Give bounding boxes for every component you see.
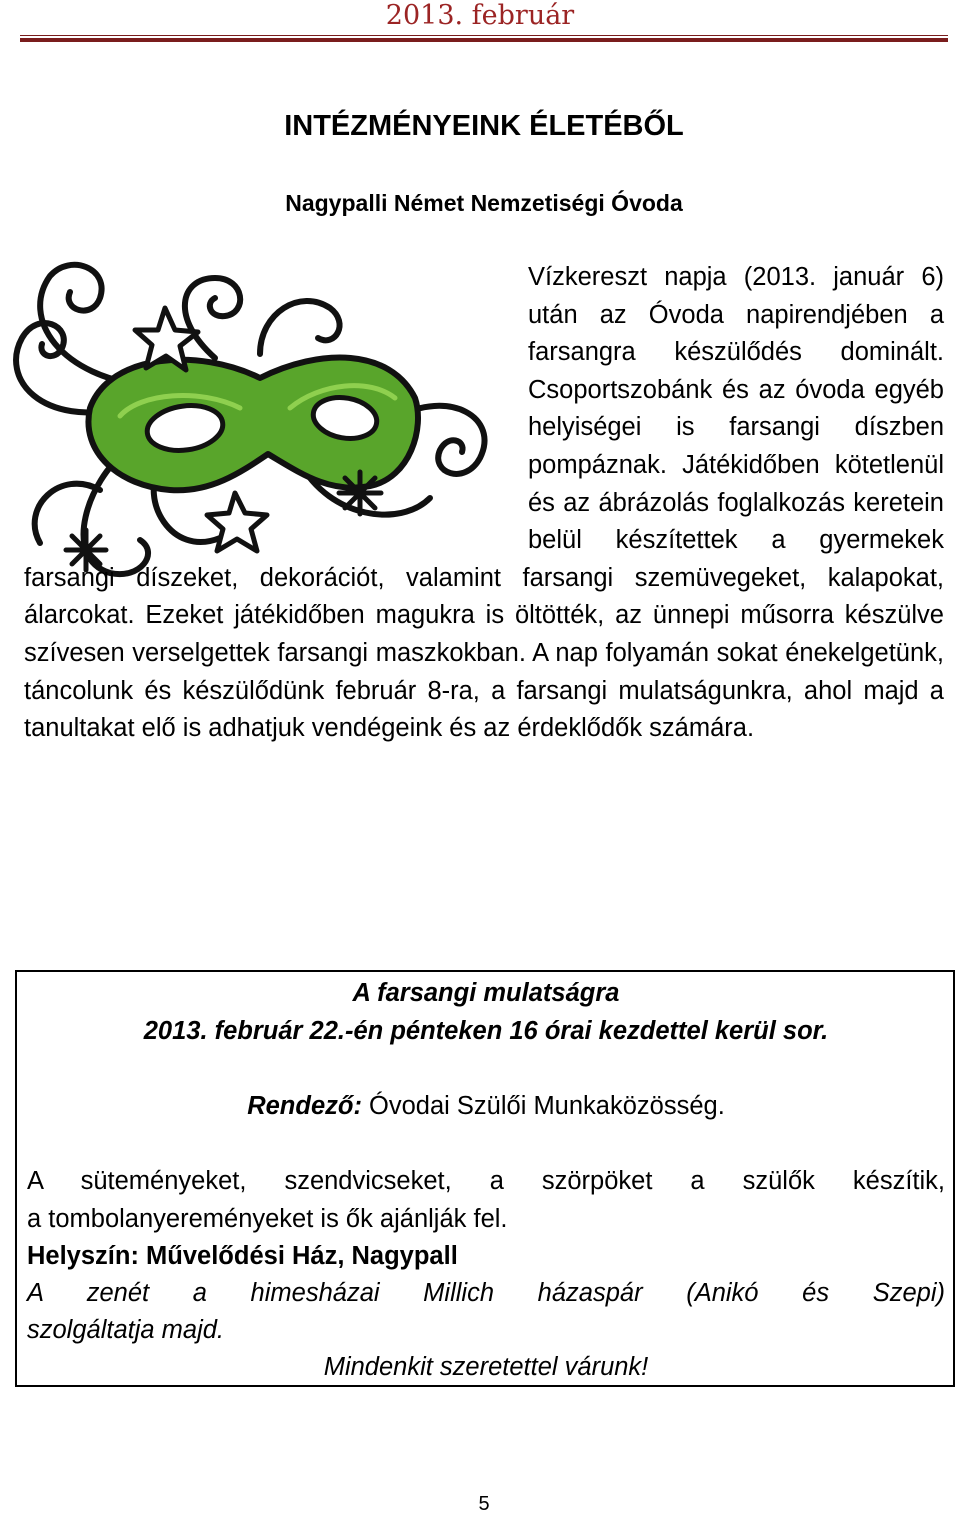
article-body bbox=[24, 259, 944, 748]
institution-subtitle: Nagypalli Német Nemzetiségi Óvoda bbox=[285, 190, 683, 216]
food-info-line-2: a tombolanyereményeket is ők ajánlják fel. bbox=[27, 1205, 508, 1233]
header-rule-thick bbox=[20, 38, 948, 42]
running-header: 2013. február bbox=[385, 0, 575, 31]
event-location: Helyszín: Művelődési Ház, Nagypall bbox=[27, 1242, 458, 1270]
section-title: INTÉZMÉNYEINK ÉLETÉBŐL bbox=[284, 110, 684, 142]
header-rule bbox=[20, 35, 948, 36]
event-announcement-box bbox=[15, 970, 955, 1387]
music-info-line-1: A zenét a himesházai Millich házaspár (Anikó és Szepi) bbox=[27, 1279, 945, 1307]
illustration-spacer bbox=[24, 259, 528, 559]
organizer-label: Rendező: bbox=[247, 1092, 362, 1120]
closing-line: Mindenkit szeretettel várunk! bbox=[323, 1353, 649, 1381]
page-number: 5 bbox=[478, 1493, 490, 1515]
event-organizer bbox=[27, 1088, 945, 1124]
organizer-value: Óvodai Szülői Munkaközösség. bbox=[361, 1092, 725, 1120]
food-info-line-1: A süteményeket, szendvicseket, a szörpöket a szülők készítik, bbox=[27, 1167, 945, 1195]
article-text: Vízkereszt napja (2013. január 6) után az Óvoda napirendjében a farsangra készülődés dominált. Csoportszobánk és az óvoda egyéb helyiségei is farsangi díszben pompáznak. Játékidőben kötetlenül és az ábrázolás foglalkozás keretein belül készítettek a gyermekek farsangi díszeket, dekorációt, valamint farsangi szemüvegeket, kalapokat, álarcokat. Ezeket játékidőben magukra is öltötték, az ünnepi műsorra készülve szívesen verselgettek farsangi maszkokban. A nap folyamán sokat énekelgetünk, táncolunk és készülődünk február 8-ra, a farsangi mulatságunkra, ahol majd a tanultakat elő is adhatjuk vendégeink és az érdeklődők számára. bbox=[24, 263, 944, 743]
music-info-line-2: szolgáltatja majd. bbox=[27, 1316, 225, 1344]
event-title: A farsangi mulatságra bbox=[352, 979, 620, 1007]
event-date: 2013. február 22.-én pénteken 16 órai kezdettel kerül sor. bbox=[143, 1017, 829, 1045]
